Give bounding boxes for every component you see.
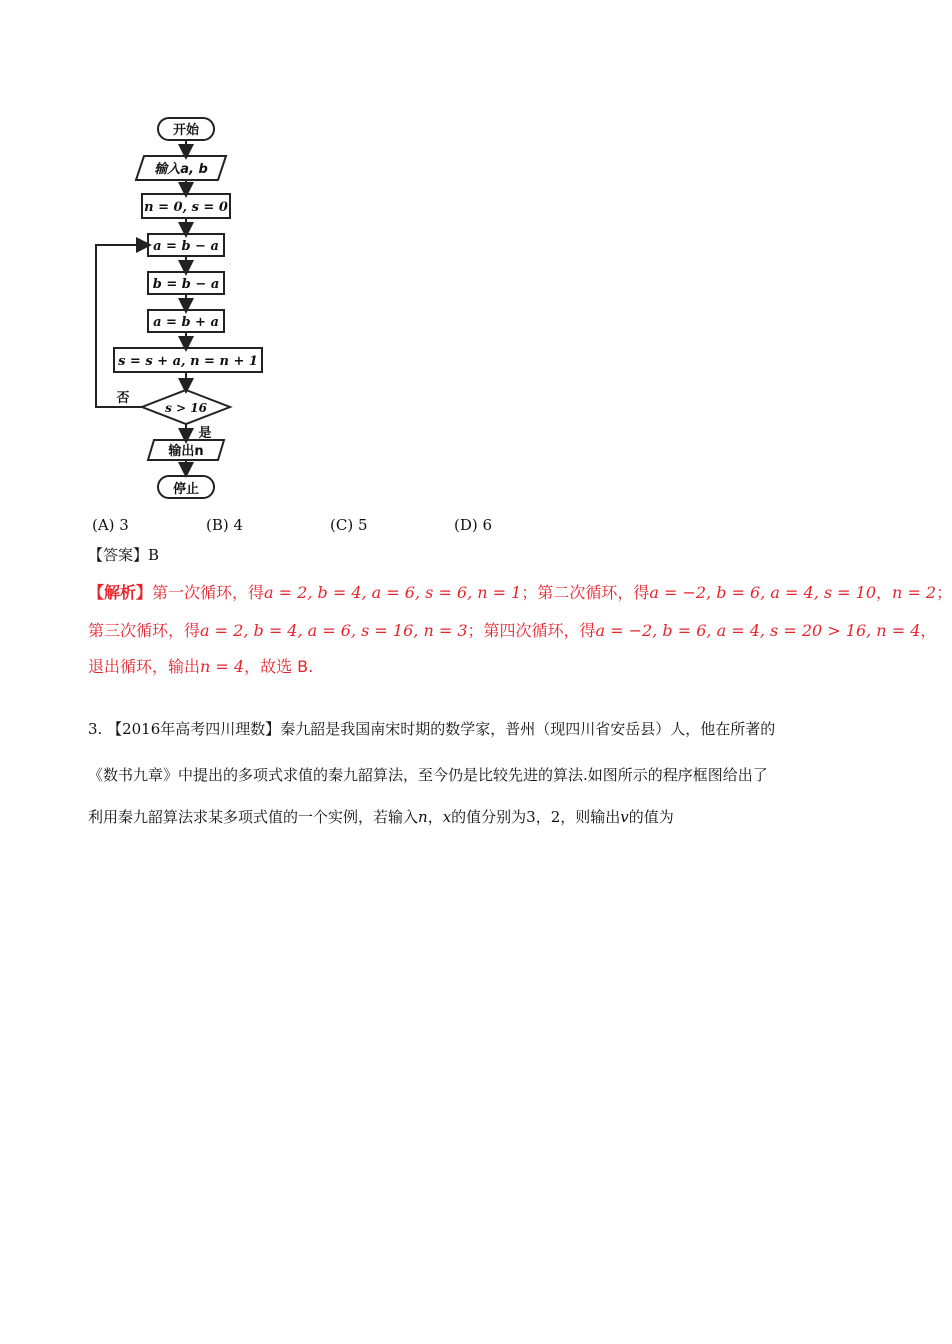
question-var-x: x xyxy=(442,808,452,826)
analysis-math: a = −2, b = 6, a = 4, s = 10 xyxy=(649,583,877,602)
start-label: 开始 xyxy=(172,123,200,138)
condition-label: s > 16 xyxy=(165,401,207,415)
analysis-text: 退出循环，输出 xyxy=(88,657,201,676)
option-c: (C) 5 xyxy=(330,516,368,534)
question-3-line-3 xyxy=(88,806,888,827)
loop-back-arrow xyxy=(96,245,148,407)
analysis-lead: 【解析】 xyxy=(88,583,153,602)
analysis-math: a = 2, b = 4, a = 6, s = 6, n = 1 xyxy=(264,583,522,602)
output-label: 输出n xyxy=(168,444,204,459)
analysis-line-2 xyxy=(88,618,937,641)
question-var-n: n xyxy=(418,808,428,826)
analysis-text: ；第四次循环，得 xyxy=(467,621,596,640)
analysis-text: ， xyxy=(920,621,937,640)
analysis-line-1 xyxy=(88,580,952,603)
stop-label: 停止 xyxy=(172,482,200,497)
no-label: 否 xyxy=(116,391,130,406)
option-d: (D) 6 xyxy=(454,516,493,534)
analysis-math: a = −2, b = 6, a = 4, s = 20 > 16, n = 4 xyxy=(595,621,921,640)
step3-label: a = b + a xyxy=(153,315,219,330)
yes-label: 是 xyxy=(198,426,212,441)
step1-label: a = b − a xyxy=(153,239,219,254)
step4-label: s = s + a, n = n + 1 xyxy=(118,354,258,369)
question-text: 利用秦九韶算法求某多项式值的一个实例，若输入 xyxy=(88,808,419,826)
analysis-math: n = 2 xyxy=(892,583,937,602)
flowchart xyxy=(90,110,258,510)
question-text: ， xyxy=(427,808,443,826)
question-var-v: v xyxy=(620,808,629,826)
analysis-text: ， xyxy=(876,583,893,602)
analysis-text: 第三次循环，得 xyxy=(88,621,201,640)
option-b: (B) 4 xyxy=(206,516,244,534)
input-label: 输入a, b xyxy=(154,162,208,177)
init-label: n = 0, s = 0 xyxy=(144,200,228,215)
question-text: 的值分别为3，2，则输出 xyxy=(451,808,621,826)
analysis-math: n = 4 xyxy=(200,657,245,676)
step2-label: b = b − a xyxy=(152,277,220,292)
question-3-line-1: 3. 【2016年高考四川理数】秦九韶是我国南宋时期的数学家，普州（现四川省安岳县）人，他在所著的 xyxy=(88,720,776,738)
answer: 【答案】B xyxy=(88,546,160,564)
analysis-text: ；第二次循环，得 xyxy=(521,583,650,602)
flowchart-diagram xyxy=(90,110,258,510)
analysis-line-3 xyxy=(88,654,888,677)
analysis-text: ； xyxy=(936,583,952,602)
analysis-text: 第一次循环，得 xyxy=(152,583,265,602)
question-text: 的值为 xyxy=(628,808,674,826)
question-3-line-2: 《数书九章》中提出的多项式求值的秦九韶算法，至今仍是比较先进的算法.如图所示的程序框图给出了 xyxy=(88,766,768,784)
analysis-math: a = 2, b = 4, a = 6, s = 16, n = 3 xyxy=(200,621,468,640)
analysis-text: ，故选 B. xyxy=(244,657,314,676)
option-a: (A) 3 xyxy=(92,516,129,534)
